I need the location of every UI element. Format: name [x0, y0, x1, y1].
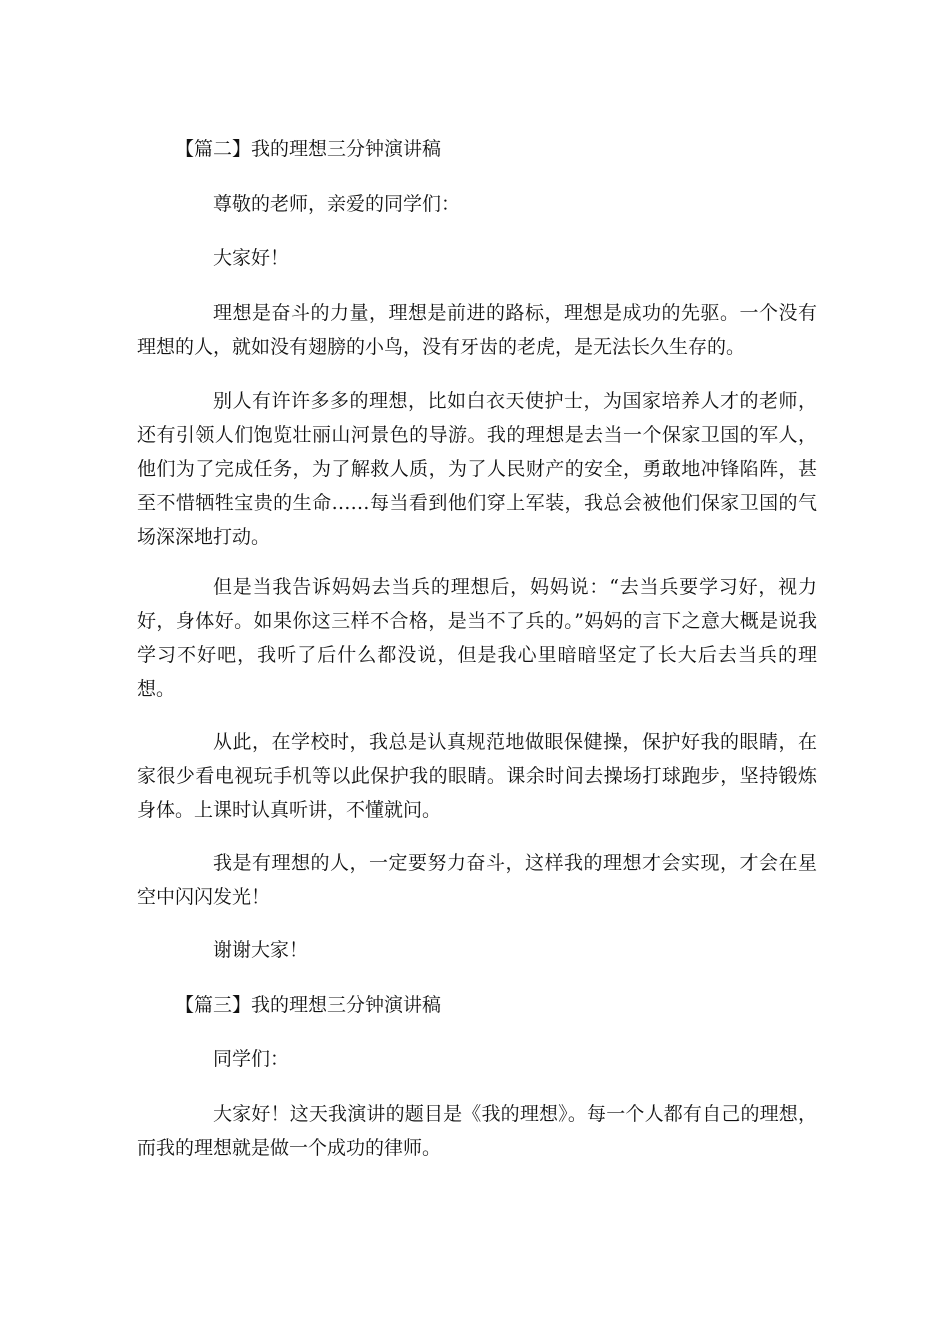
section-2-paragraph-4: 从此，在学校时，我总是认真规范地做眼保健操，保护好我的眼睛，在家很少看电视玩手机等以此保护我的眼睛。课余时间去操场打球跑步，坚持锻炼身体。上课时认真听讲，不懂就问。	[137, 731, 817, 821]
section-2-paragraph-5: 我是有理想的人，一定要努力奋斗，这样我的理想才会实现，才会在星空中闪闪发光！	[137, 852, 817, 908]
section-3-heading: 【篇三】我的理想三分钟演讲稿	[175, 994, 442, 1016]
section-2-greeting: 大家好！	[213, 247, 290, 269]
section-2-salutation: 尊敬的老师，亲爱的同学们：	[213, 193, 461, 215]
section-3-paragraph-1: 大家好！这天我演讲的题目是《我的理想》。每一个人都有自己的理想，而我的理想就是做一个成功的律师。	[137, 1103, 817, 1159]
section-2-paragraph-1: 理想是奋斗的力量，理想是前进的路标，理想是成功的先驱。一个没有理想的人，就如没有翅膀的小鸟，没有牙齿的老虎，是无法长久生存的。	[137, 302, 817, 358]
section-2-closing: 谢谢大家！	[213, 939, 309, 961]
section-2-paragraph-2: 别人有许许多多的理想，比如白衣天使护士，为国家培养人才的老师，还有引领人们饱览壮丽山河景色的导游。我的理想是去当一个保家卫国的军人，他们为了完成任务，为了解救人质，为了人民财产的安全，勇敢地冲锋陷阵，甚至不惜牺牲宝贵的生命……每当看到他们穿上军装，我总会被他们保家卫国的气场深深地打动。	[137, 390, 817, 548]
section-2-heading: 【篇二】我的理想三分钟演讲稿	[175, 138, 442, 160]
section-2-paragraph-3: 但是当我告诉妈妈去当兵的理想后，妈妈说：“去当兵要学习好，视力好，身体好。如果你这三样不合格，是当不了兵的。”妈妈的言下之意大概是说我学习不好吧，我听了后什么都没说，但是我心里暗暗坚定了长大后去当兵的理想。	[137, 576, 817, 700]
section-3-salutation: 同学们：	[213, 1048, 290, 1070]
